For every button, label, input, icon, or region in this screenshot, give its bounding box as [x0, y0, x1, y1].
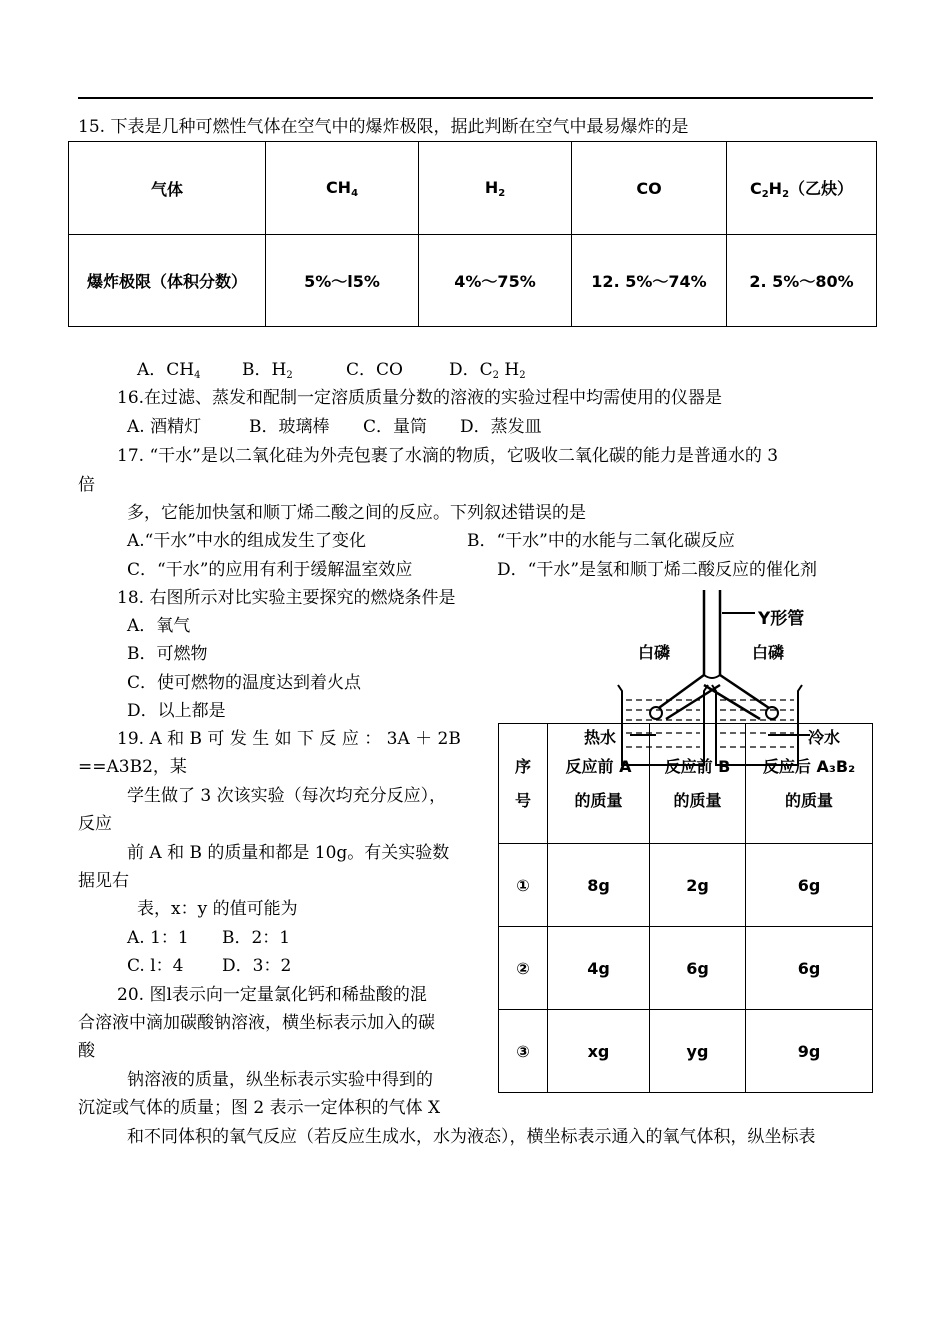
q15-cell-ch4: 5%～l5% — [266, 235, 419, 327]
q17-option-a: A.“干水”中水的组成发生了变化 — [127, 531, 367, 551]
q18-option-c: C．使可燃物的温度达到着火点 — [127, 673, 362, 693]
q17-line1: 17. “干水”是以二氧化硅为外壳包裹了水滴的物质，它吸收二氧化碳的能力是普通水的 3 — [117, 446, 779, 466]
q19-line4b: 据见右 — [78, 871, 129, 891]
q15-header-c2h2: $C_2H_2$（乙炔） — [727, 142, 877, 235]
q16-stem: 16.在过滤、蒸发和配制一定溶质质量分数的溶液的实验过程中均需使用的仪器是 — [117, 388, 723, 408]
q19-option-c: C. l：4 — [127, 956, 184, 976]
q19-cell: ② — [499, 927, 548, 1010]
q19-header-no: 序 号 — [499, 724, 548, 844]
q19-cell: 6g — [650, 927, 746, 1010]
q16-option-c: C．量筒 — [363, 417, 428, 437]
table-row — [499, 844, 873, 927]
q18-option-b: B．可燃物 — [127, 644, 208, 664]
q15-option-b: B．$H_2$ — [242, 360, 293, 381]
q19-cell: 6g — [746, 844, 873, 927]
table-row — [499, 1010, 873, 1093]
q17-option-b: B．“干水”中的水能与二氧化碳反应 — [467, 531, 735, 551]
q19-option-a: A. 1：1 — [127, 928, 189, 948]
q19-option-d: D．3：2 — [222, 956, 292, 976]
q19-table — [498, 723, 873, 1093]
q18-label-y-tube: Y形管 — [758, 609, 805, 629]
q15-cell-co: 12. 5%～74% — [572, 235, 727, 327]
q19-cell: xg — [548, 1010, 650, 1093]
q18-stem: 18. 右图所示对比实验主要探究的燃烧条件是 — [117, 588, 456, 608]
q19-cell: 2g — [650, 844, 746, 927]
q19-cell: 6g — [746, 927, 873, 1010]
q16-option-b: B．玻璃棒 — [249, 417, 330, 437]
q17-line2: 多，它能加快氢和顺丁烯二酸之间的反应。下列叙述错误的是 — [127, 503, 586, 523]
q19-header-a: 反应前 A 的质量 — [548, 724, 650, 844]
q15-header-h2: $H_2$ — [419, 142, 572, 235]
q16-option-d: D．蒸发皿 — [460, 417, 542, 437]
q20-line3: 钠溶液的质量，纵坐标表示实验中得到的 — [127, 1070, 433, 1090]
q18-option-a: A．氧气 — [127, 616, 191, 636]
q19-line3b: 反应 — [78, 814, 112, 834]
q15-cell-limit-label: 爆炸极限（体积分数） — [69, 235, 266, 327]
q17-line1b: 倍 — [78, 475, 95, 495]
q19-header-product: 反应后 A₃B₂ 的质量 — [746, 724, 873, 844]
q15-header-co: CO — [572, 142, 727, 235]
q15-stem: 15. 下表是几种可燃性气体在空气中的爆炸极限，据此判断在空气中最易爆炸的是 — [78, 117, 689, 137]
q19-cell: ① — [499, 844, 548, 927]
table-row — [499, 927, 873, 1010]
q19-cell: ③ — [499, 1010, 548, 1093]
q17-option-d: D．“干水”是氢和顺丁烯二酸反应的催化剂 — [497, 560, 818, 580]
q20-line2: 合溶液中滴加碳酸钠溶液，横坐标表示加入的碳 — [78, 1013, 435, 1033]
q20-line2b: 酸 — [78, 1041, 95, 1061]
q19-line4: 前 A 和 B 的质量和都是 10g。有关实验数 — [127, 843, 450, 863]
q15-header-gas: 气体 — [69, 142, 266, 235]
q16-option-a: A. 酒精灯 — [127, 417, 202, 437]
q19-line3: 学生做了 3 次该实验（每次均充分反应）， — [127, 786, 447, 806]
q19-cell: 8g — [548, 844, 650, 927]
q18-label-cold-water: 冷水 — [808, 728, 841, 747]
header-rule — [78, 97, 873, 99]
q15-cell-c2h2: 2. 5%～80% — [727, 235, 877, 327]
q19-cell: 9g — [746, 1010, 873, 1093]
q17-option-c: C．“干水”的应用有利于缓解温室效应 — [127, 560, 413, 580]
q20-line5: 和不同体积的氧气反应（若反应生成水，水为液态），横坐标表示通入的氧气体积，纵坐标表 — [127, 1127, 816, 1147]
q19-header-b: 反应前 B 的质量 — [650, 724, 746, 844]
q19-cell: 4g — [548, 927, 650, 1010]
q18-label-white-p-left: 白磷 — [638, 643, 671, 662]
q18-label-white-p-right: 白磷 — [752, 643, 785, 662]
q15-option-d: D．$C_2$ $H_2$ — [449, 360, 526, 381]
q15-header-ch4: $CH_4$ — [266, 142, 419, 235]
q15-option-c: C．CO — [346, 360, 403, 380]
q19-line2: ==A3B2，某 — [78, 757, 187, 777]
q19-cell: yg — [650, 1010, 746, 1093]
q19-line5: 表，x：y 的值可能为 — [137, 899, 298, 919]
q18-option-d: D．以上都是 — [127, 701, 226, 721]
q15-table — [68, 141, 877, 327]
q15-cell-h2: 4%～75% — [419, 235, 572, 327]
q19-option-b: B．2：1 — [222, 928, 291, 948]
q19-line1: 19. A 和 B 可 发 生 如 下 反 应 ： 3A ＋ 2B — [117, 729, 461, 749]
q20-line1: 20. 图l表示向一定量氯化钙和稀盐酸的混 — [117, 985, 427, 1005]
q18-label-hot-water: 热水 — [584, 728, 617, 747]
q15-option-a: A．$CH_4$ — [137, 360, 201, 381]
q20-line4: 沉淀或气体的质量；图 2 表示一定体积的气体 X — [78, 1098, 441, 1118]
